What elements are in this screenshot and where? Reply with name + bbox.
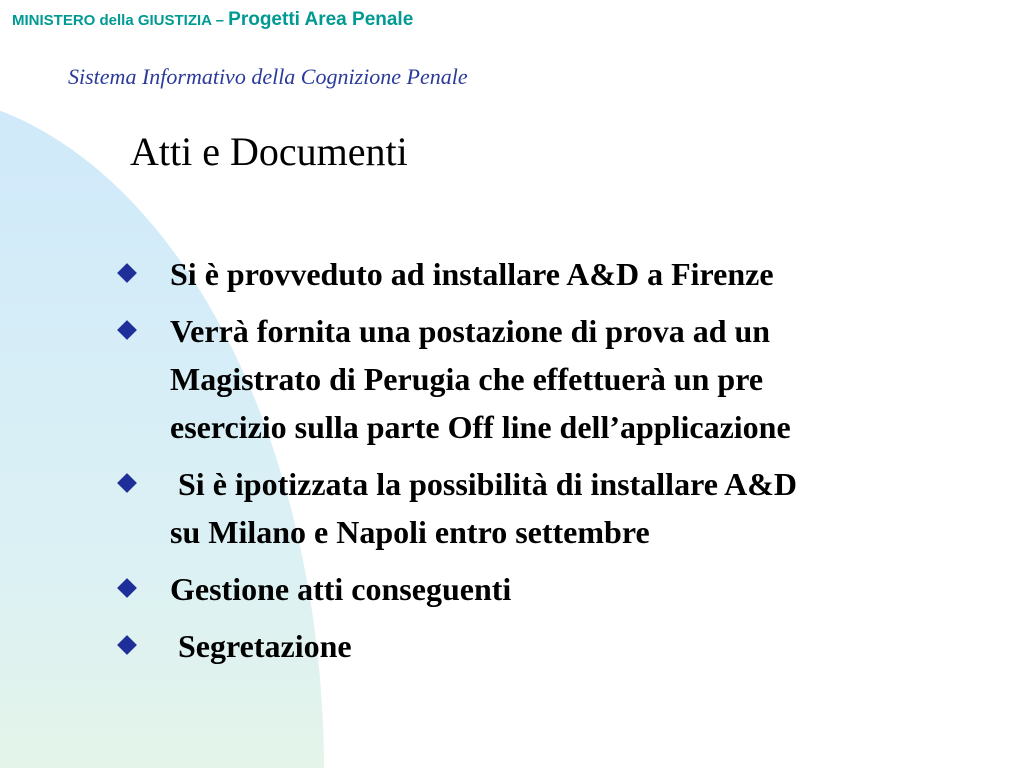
diamond-bullet-icon — [117, 320, 137, 340]
bullet-item — [114, 460, 974, 556]
ministry-header — [12, 9, 413, 31]
slide-title: Atti e Documenti — [130, 129, 408, 174]
bullet-text: Verrà fornita una postazione di prova ad un Magistrato di Perugia che effettuerà un pre esercizio sulla parte Off line dell’applicazione — [170, 313, 791, 445]
bullet-text: Si è provveduto ad installare A&D a Firenze — [170, 256, 774, 292]
diamond-bullet-icon — [117, 578, 137, 598]
bullet-text: Si è ipotizzata la possibilità di installare A&D su Milano e Napoli entro settembre — [170, 466, 797, 550]
ministry-name: MINISTERO della GIUSTIZIA – — [12, 12, 229, 29]
area-name: Progetti Area Penale — [228, 9, 414, 30]
bullet-text: Gestione atti conseguenti — [170, 571, 512, 607]
diamond-bullet-icon — [117, 635, 137, 655]
system-subtitle: Sistema Informativo della Cognizione Penale — [68, 64, 468, 89]
bullet-item — [114, 622, 974, 670]
bullet-item — [114, 307, 974, 451]
bullet-item — [114, 250, 974, 298]
bullet-text: Segretazione — [170, 628, 352, 664]
diamond-bullet-icon — [117, 473, 137, 493]
diamond-bullet-icon — [117, 263, 137, 283]
bullet-item — [114, 565, 974, 613]
bullet-list — [114, 250, 974, 679]
